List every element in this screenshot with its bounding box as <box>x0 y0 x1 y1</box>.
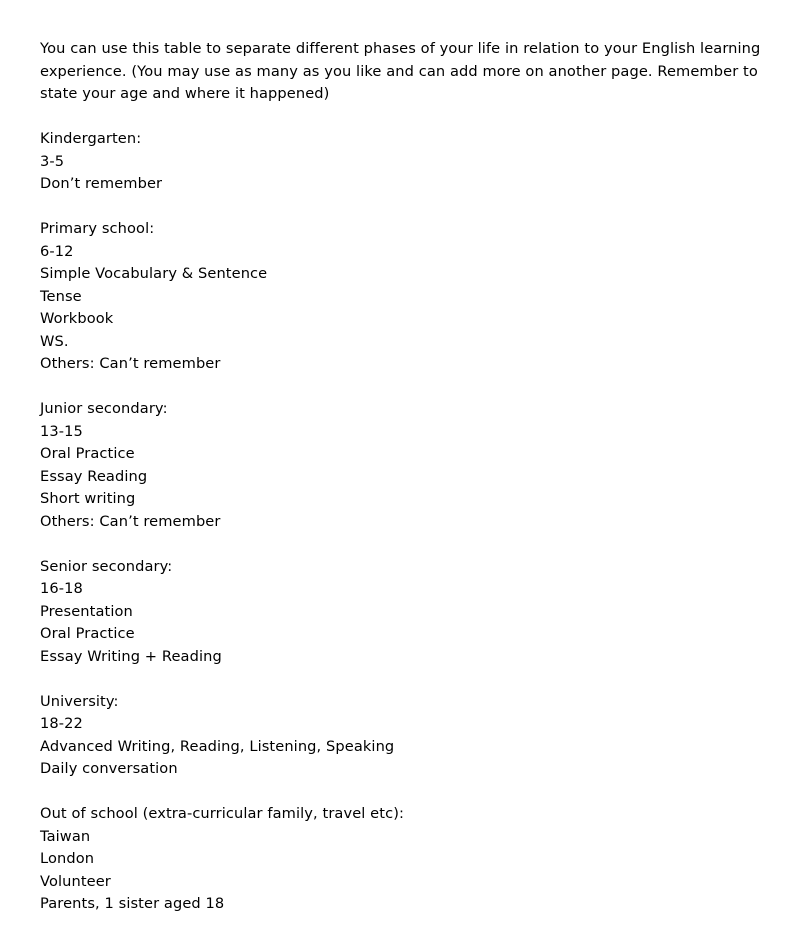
section-junior-secondary <box>40 398 770 533</box>
age-range: 3-5 <box>40 152 65 170</box>
entry-line: Short writing <box>40 490 136 507</box>
entry-line: Others: Can’t remember <box>40 512 221 530</box>
entry-line: Essay Writing + Reading <box>40 647 222 665</box>
section-heading: Junior secondary: <box>40 400 168 417</box>
section-heading: University: <box>40 692 119 710</box>
section-kindergarten <box>40 128 770 196</box>
entry-line: Taiwan <box>40 827 91 845</box>
entry-line: Parents, 1 sister aged 18 <box>40 895 225 912</box>
section-heading: Senior secondary: <box>40 557 173 575</box>
entry-line: Essay Reading <box>40 467 148 485</box>
entry-line: Daily conversation <box>40 760 178 777</box>
entry-line: Simple Vocabulary & Sentence <box>40 265 268 282</box>
section-university <box>40 691 770 781</box>
entry-line: Oral Practice <box>40 625 135 642</box>
entry-line: Oral Practice <box>40 445 135 462</box>
intro-paragraph: You can use this table to separate different phases of your life in relation to your English learning experience. (You may use as many as you like and can add more on another page. Remember to state your age and where it happened) <box>40 40 761 102</box>
age-range: 16-18 <box>40 580 83 597</box>
entry-line: Presentation <box>40 602 133 620</box>
entry-line: Tense <box>40 287 82 305</box>
entry-line: Advanced Writing, Reading, Listening, Speaking <box>40 737 395 755</box>
entry-line: Don’t remember <box>40 175 163 192</box>
document-page <box>40 38 770 916</box>
section-senior-secondary <box>40 556 770 669</box>
entry-line: Others: Can’t remember <box>40 355 221 372</box>
section-heading: Kindergarten: <box>40 130 142 147</box>
entry-line: WS. <box>40 332 69 350</box>
section-heading: Out of school (extra-curricular family, travel etc): <box>40 805 405 822</box>
section-heading: Primary school: <box>40 220 155 237</box>
age-range: 6-12 <box>40 242 74 260</box>
age-range: 13-15 <box>40 422 83 440</box>
age-range: 18-22 <box>40 715 83 732</box>
entry-line: Workbook <box>40 310 114 327</box>
section-primary-school <box>40 218 770 376</box>
entry-line: Volunteer <box>40 872 111 890</box>
section-out-of-school <box>40 803 770 916</box>
entry-line: London <box>40 850 95 867</box>
